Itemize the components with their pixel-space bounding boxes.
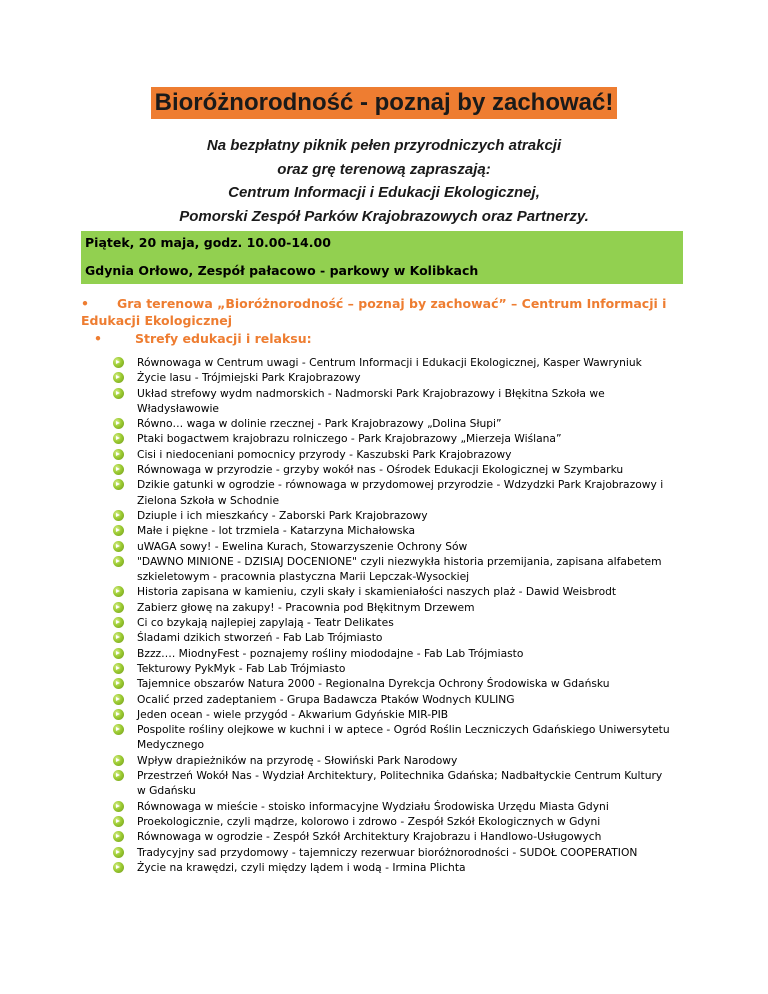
green-arrow-bullet-icon	[113, 418, 124, 429]
list-item	[113, 799, 673, 814]
list-item	[113, 355, 673, 370]
bullet-icon: •	[94, 331, 102, 346]
list-item-text: Historia zapisana w kamieniu, czyli skały i skamieniałości naszych plaż - Dawid Weisbrodt	[137, 585, 617, 599]
intro-line: Centrum Informacji i Edukacji Ekologicznej,	[228, 184, 540, 201]
intro-line: Na bezpłatny piknik pełen przyrodniczych atrakcji	[206, 137, 562, 154]
green-arrow-bullet-icon	[113, 831, 124, 842]
title-container	[0, 87, 768, 119]
zones-list	[113, 355, 673, 875]
list-item	[113, 845, 673, 860]
green-arrow-bullet-icon	[113, 525, 124, 536]
green-arrow-bullet-icon	[113, 541, 124, 552]
list-item	[113, 646, 673, 661]
list-item-text: Proekologicznie, czyli mądrze, kolorowo i zdrowo - Zespół Szkół Ekologicznych w Gdyni	[137, 814, 601, 828]
list-item	[113, 539, 673, 554]
list-item-text: Ocalić przed zadeptaniem - Grupa Badawcza Ptaków Wodnych KULING	[137, 692, 515, 706]
list-item-text: Cisi i niedoceniani pomocnicy przyrody - Kaszubski Park Krajobrazowy	[137, 447, 512, 461]
green-arrow-bullet-icon	[113, 632, 124, 643]
game-text: Gra terenowa „Bioróżnorodność – poznaj by zachować” – Centrum Informacji i Edukacji Ekologicznej	[81, 296, 667, 328]
game-paragraph	[81, 295, 721, 329]
list-item-text: Tekturowy PykMyk - Fab Lab Trójmiasto	[137, 661, 346, 675]
green-arrow-bullet-icon	[113, 449, 124, 460]
green-arrow-bullet-icon	[113, 709, 124, 720]
green-arrow-bullet-icon	[113, 755, 124, 766]
green-arrow-bullet-icon	[113, 357, 124, 368]
green-arrow-bullet-icon	[113, 479, 124, 490]
list-item	[113, 722, 673, 753]
list-item	[113, 829, 673, 844]
list-item	[113, 676, 673, 691]
green-arrow-bullet-icon	[113, 372, 124, 383]
list-item-text: Układ strefowy wydm nadmorskich - Nadmorski Park Krajobrazowy i Błękitna Szkoła we Władysławowie	[137, 386, 605, 415]
list-item	[113, 600, 673, 615]
list-item-text: Życie lasu - Trójmiejski Park Krajobrazowy	[137, 371, 361, 385]
green-arrow-bullet-icon	[113, 847, 124, 858]
list-item	[113, 508, 673, 523]
list-item-text: Równowaga w ogrodzie - Zespół Szkół Architektury Krajobrazu i Handlowo-Usługowych	[137, 830, 602, 844]
green-arrow-bullet-icon	[113, 464, 124, 475]
list-item	[113, 615, 673, 630]
green-arrow-bullet-icon	[113, 602, 124, 613]
list-item	[113, 431, 673, 446]
list-item	[113, 661, 673, 676]
list-item	[113, 386, 673, 417]
green-arrow-bullet-icon	[113, 678, 124, 689]
list-item-text: Życie na krawędzi, czyli między lądem i wodą - Irmina Plichta	[137, 860, 466, 874]
green-arrow-bullet-icon	[113, 694, 124, 705]
green-arrow-bullet-icon	[113, 617, 124, 628]
green-arrow-bullet-icon	[113, 433, 124, 444]
list-item	[113, 692, 673, 707]
list-item-text: Jeden ocean - wiele przygód - Akwarium Gdyńskie MIR-PIB	[137, 707, 449, 721]
green-arrow-bullet-icon	[113, 648, 124, 659]
zones-heading: Strefy edukacji i relaksu:	[135, 331, 312, 346]
green-arrow-bullet-icon	[113, 510, 124, 521]
list-item-text: Zabierz głowę na zakupy! - Pracownia pod Błękitnym Drzewem	[137, 600, 475, 614]
list-item-text: Małe i piękne - lot trzmiela - Katarzyna Michałowska	[137, 524, 416, 538]
list-item-text: Wpływ drapieżników na przyrodę - Słowiński Park Narodowy	[137, 753, 458, 767]
list-item	[113, 370, 673, 385]
event-info-box	[81, 231, 683, 284]
list-item	[113, 753, 673, 768]
list-item	[113, 707, 673, 722]
list-item-text: Ci co bzykają najlepiej zapylają - Teatr Delikates	[137, 616, 394, 630]
green-arrow-bullet-icon	[113, 801, 124, 812]
list-item	[113, 768, 673, 799]
event-date: Piątek, 20 maja, godz. 10.00-14.00	[85, 235, 331, 250]
list-item-text: uWAGA sowy! - Ewelina Kurach, Stowarzyszenie Ochrony Sów	[137, 539, 468, 553]
list-item-text: Śladami dzikich stworzeń - Fab Lab Trójmiasto	[137, 631, 383, 645]
list-item-text: Dzikie gatunki w ogrodzie - równowaga w przydomowej przyrodzie - Wdzydzki Park Krajobrazowy i Zielona Szkoła w Schodnie	[137, 478, 664, 507]
intro-line: Pomorski Zespół Parków Krajobrazowych oraz Partnerzy.	[179, 207, 589, 225]
list-item	[113, 477, 673, 508]
list-item-text: Bzzz…. MiodnyFest - poznajemy rośliny miododajne - Fab Lab Trójmiasto	[137, 646, 524, 660]
green-arrow-bullet-icon	[113, 556, 124, 567]
list-item	[113, 630, 673, 645]
green-arrow-bullet-icon	[113, 770, 124, 781]
bullet-icon: •	[81, 296, 89, 311]
list-item	[113, 523, 673, 538]
list-item	[113, 462, 673, 477]
list-item	[113, 447, 673, 462]
intro-line: oraz grę terenową zapraszają:	[277, 160, 491, 178]
list-item-text: Ptaki bogactwem krajobrazu rolniczego - Park Krajobrazowy „Mierzeja Wiślana”	[137, 432, 562, 446]
list-item-text: Tradycyjny sad przydomowy - tajemniczy rezerwuar bioróżnorodności - SUDOŁ COOPERATION	[137, 845, 638, 859]
list-item	[113, 554, 673, 585]
list-item-text: Przestrzeń Wokół Nas - Wydział Architektury, Politechnika Gdańska; Nadbałtyckie Centrum Kultury w Gdańsku	[137, 769, 663, 798]
list-item-text: Dziuple i ich mieszkańcy - Zaborski Park Krajobrazowy	[137, 508, 428, 522]
intro-text	[0, 134, 768, 228]
list-item-text: Równowaga w mieście - stoisko informacyjne Wydziału Środowiska Urzędu Miasta Gdyni	[137, 799, 609, 813]
list-item	[113, 814, 673, 829]
list-item-text: Równowaga w Centrum uwagi - Centrum Informacji i Edukacji Ekologicznej, Kasper Wawryniuk	[137, 356, 642, 369]
green-arrow-bullet-icon	[113, 388, 124, 399]
green-arrow-bullet-icon	[113, 862, 124, 873]
green-arrow-bullet-icon	[113, 663, 124, 674]
list-item-text: Tajemnice obszarów Natura 2000 - Regionalna Dyrekcja Ochrony Środowiska w Gdańsku	[137, 677, 610, 691]
page-title: Bioróżnorodność - poznaj by zachować!	[151, 87, 618, 119]
list-item-text: Równowaga w przyrodzie - grzyby wokół nas - Ośrodek Edukacji Ekologicznej w Szymbarku	[137, 463, 624, 477]
zones-heading-line	[94, 331, 312, 346]
list-item	[113, 416, 673, 431]
list-item	[113, 860, 673, 875]
list-item	[113, 584, 673, 599]
green-arrow-bullet-icon	[113, 816, 124, 827]
green-arrow-bullet-icon	[113, 724, 124, 735]
green-arrow-bullet-icon	[113, 586, 124, 597]
list-item-text: "DAWNO MINIONE - DZISIAJ DOCENIONE" czyli niezwykła historia przemijania, zapisana alfabetem szkieletowym - pracownia plastyczna Marii Lepczak-Wysockiej	[137, 554, 662, 584]
list-item-text: Równo… waga w dolinie rzecznej - Park Krajobrazowy „Dolina Słupi”	[137, 417, 502, 431]
event-place: Gdynia Orłowo, Zespół pałacowo - parkowy w Kolibkach	[85, 263, 479, 278]
list-item-text: Pospolite rośliny olejkowe w kuchni i w aptece - Ogród Roślin Leczniczych Gdańskiego Uniwersytetu Medycznego	[137, 723, 670, 752]
